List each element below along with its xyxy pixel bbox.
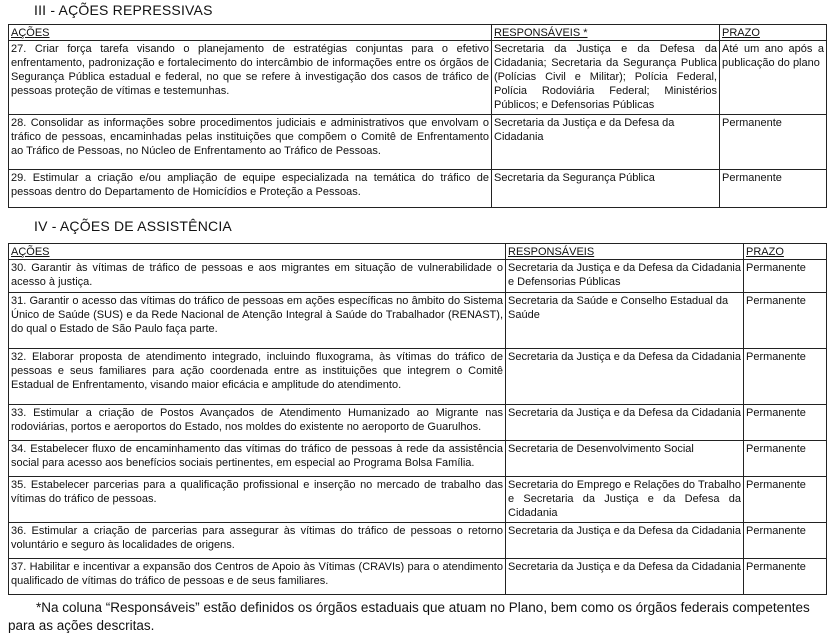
prazo-cell: Permanente	[744, 260, 827, 293]
table-row	[9, 260, 827, 293]
header-prazo: PRAZO	[744, 244, 827, 260]
responsaveis-cell: Secretaria de Desenvolvimento Social	[506, 441, 744, 477]
responsaveis-cell: Secretaria da Saúde e Conselho Estadual da Saúde	[506, 293, 744, 349]
prazo-cell: Permanente	[744, 477, 827, 523]
acao-cell: 35. Estabelecer parcerias para a qualificação profissional e inserção no mercado de trabalho das vítimas do tráfico de pessoas.	[9, 477, 506, 523]
responsaveis-cell: Secretaria da Justiça e da Defesa da Cidadania; Secretaria da Segurança Publica (Polícias Civil e Militar); Polícia Federal, Polícia Rodoviária Federal; Ministérios Públicos; e Defensorias Públicas	[492, 41, 720, 115]
table-row	[9, 349, 827, 405]
header-acoes: AÇÕES	[9, 244, 506, 260]
responsaveis-cell: Secretaria do Emprego e Relações do Trabalho e Secretaria da Justiça e da Defesa da Cidadania	[506, 477, 744, 523]
prazo-cell: Permanente	[744, 523, 827, 559]
footnote: *Na coluna “Responsáveis” estão definidos os órgãos estaduais que atuam no Plano, bem como os órgãos federais competentes para as ações descritas.	[8, 600, 810, 633]
prazo-cell: Permanente	[720, 115, 827, 170]
acao-cell: 30. Garantir às vítimas de tráfico de pessoas e aos migrantes em situação de vulnerabilidade o acesso à justiça.	[9, 260, 506, 293]
header-responsaveis: RESPONSÁVEIS *	[492, 25, 720, 41]
responsaveis-cell: Secretaria da Justiça e da Defesa da Cidadania	[506, 405, 744, 441]
table-header-row	[9, 25, 827, 41]
acao-cell: 28. Consolidar as informações sobre procedimentos judiciais e administrativos que envolvam o tráfico de pessoas, encaminhadas pelas instituições que compõem o Comitê de Enfrentamento ao Tráfico de Pessoas, no Núcleo de Enfrentamento ao Tráfico de Pessoas.	[9, 115, 492, 170]
responsaveis-cell: Secretaria da Segurança Pública	[492, 170, 720, 208]
table-row	[9, 115, 827, 170]
table-row	[9, 405, 827, 441]
responsaveis-cell: Secretaria da Justiça e da Defesa da Cidadania	[506, 349, 744, 405]
prazo-cell: Permanente	[744, 349, 827, 405]
section-4-title: IV - AÇÕES DE ASSISTÊNCIA	[34, 218, 232, 234]
table-row	[9, 477, 827, 523]
prazo-cell: Permanente	[744, 559, 827, 595]
table-row	[9, 559, 827, 595]
acao-cell: 31. Garantir o acesso das vítimas do tráfico de pessoas em ações específicas no âmbito do Sistema Único de Saúde (SUS) e da Rede Nacional de Atenção Integral à Saúde do Trabalhador (RENAST), do qual o Estado de São Paulo faça parte.	[9, 293, 506, 349]
acao-cell: 27. Criar força tarefa visando o planejamento de estratégias conjuntas para o efetivo enfrentamento, padronização e fortalecimento do intercâmbio de informações entre os órgãos de Segurança Pública estadual e federal, no que se refere à investigação dos casos de tráfico de pessoas proteção de vítimas e testemunhas.	[9, 41, 492, 115]
responsaveis-cell: Secretaria da Justiça e da Defesa da Cidadania	[492, 115, 720, 170]
acao-cell: 33. Estimular a criação de Postos Avançados de Atendimento Humanizado ao Migrante nas rodoviárias, portos e aeroportos do Estado, nos moldes do existente no aeroporto de Guarulhos.	[9, 405, 506, 441]
prazo-cell: Permanente	[744, 405, 827, 441]
responsaveis-cell: Secretaria da Justiça e da Defesa da Cidadania e Defensorias Públicas	[506, 260, 744, 293]
section-3-title: III - AÇÕES REPRESSIVAS	[34, 2, 213, 18]
table-row	[9, 41, 827, 115]
responsaveis-cell: Secretaria da Justiça e da Defesa da Cidadania	[506, 559, 744, 595]
prazo-cell: Até um ano após a publicação do plano	[720, 41, 827, 115]
section-3-table	[8, 24, 827, 208]
table-row	[9, 293, 827, 349]
prazo-cell: Permanente	[744, 441, 827, 477]
responsaveis-cell: Secretaria da Justiça e da Defesa da Cidadania	[506, 523, 744, 559]
table-row	[9, 170, 827, 208]
acao-cell: 29. Estimular a criação e/ou ampliação de equipe especializada na temática do tráfico de pessoas dentro do Departamento de Homicídios e Proteção a Pessoas.	[9, 170, 492, 208]
table-row	[9, 523, 827, 559]
acao-cell: 34. Estabelecer fluxo de encaminhamento das vítimas do tráfico de pessoas à rede da assistência social para acesso aos benefícios sociais pertinentes, em especial ao Programa Bolsa Família.	[9, 441, 506, 477]
prazo-cell: Permanente	[720, 170, 827, 208]
acao-cell: 36. Estimular a criação de parcerias para assegurar às vítimas do tráfico de pessoas o retorno voluntário e seguro às localidades de origens.	[9, 523, 506, 559]
acao-cell: 37. Habilitar e incentivar a expansão dos Centros de Apoio às Vítimas (CRAVIs) para o atendimento qualificado de vítimas do tráfico de pessoas e de seus familiares.	[9, 559, 506, 595]
prazo-cell: Permanente	[744, 293, 827, 349]
header-acoes: AÇÕES	[9, 25, 492, 41]
acao-cell: 32. Elaborar proposta de atendimento integrado, incluindo fluxograma, às vítimas do tráfico de pessoas e seus familiares para ação coordenada entre as instituições que integrem o Comitê Estadual de Enfrentamento, visando maior eficácia e amplitude do atendimento.	[9, 349, 506, 405]
table-row	[9, 441, 827, 477]
header-responsaveis: RESPONSÁVEIS	[506, 244, 744, 260]
header-prazo: PRAZO	[720, 25, 827, 41]
table-header-row	[9, 244, 827, 260]
section-4-table	[8, 243, 827, 595]
